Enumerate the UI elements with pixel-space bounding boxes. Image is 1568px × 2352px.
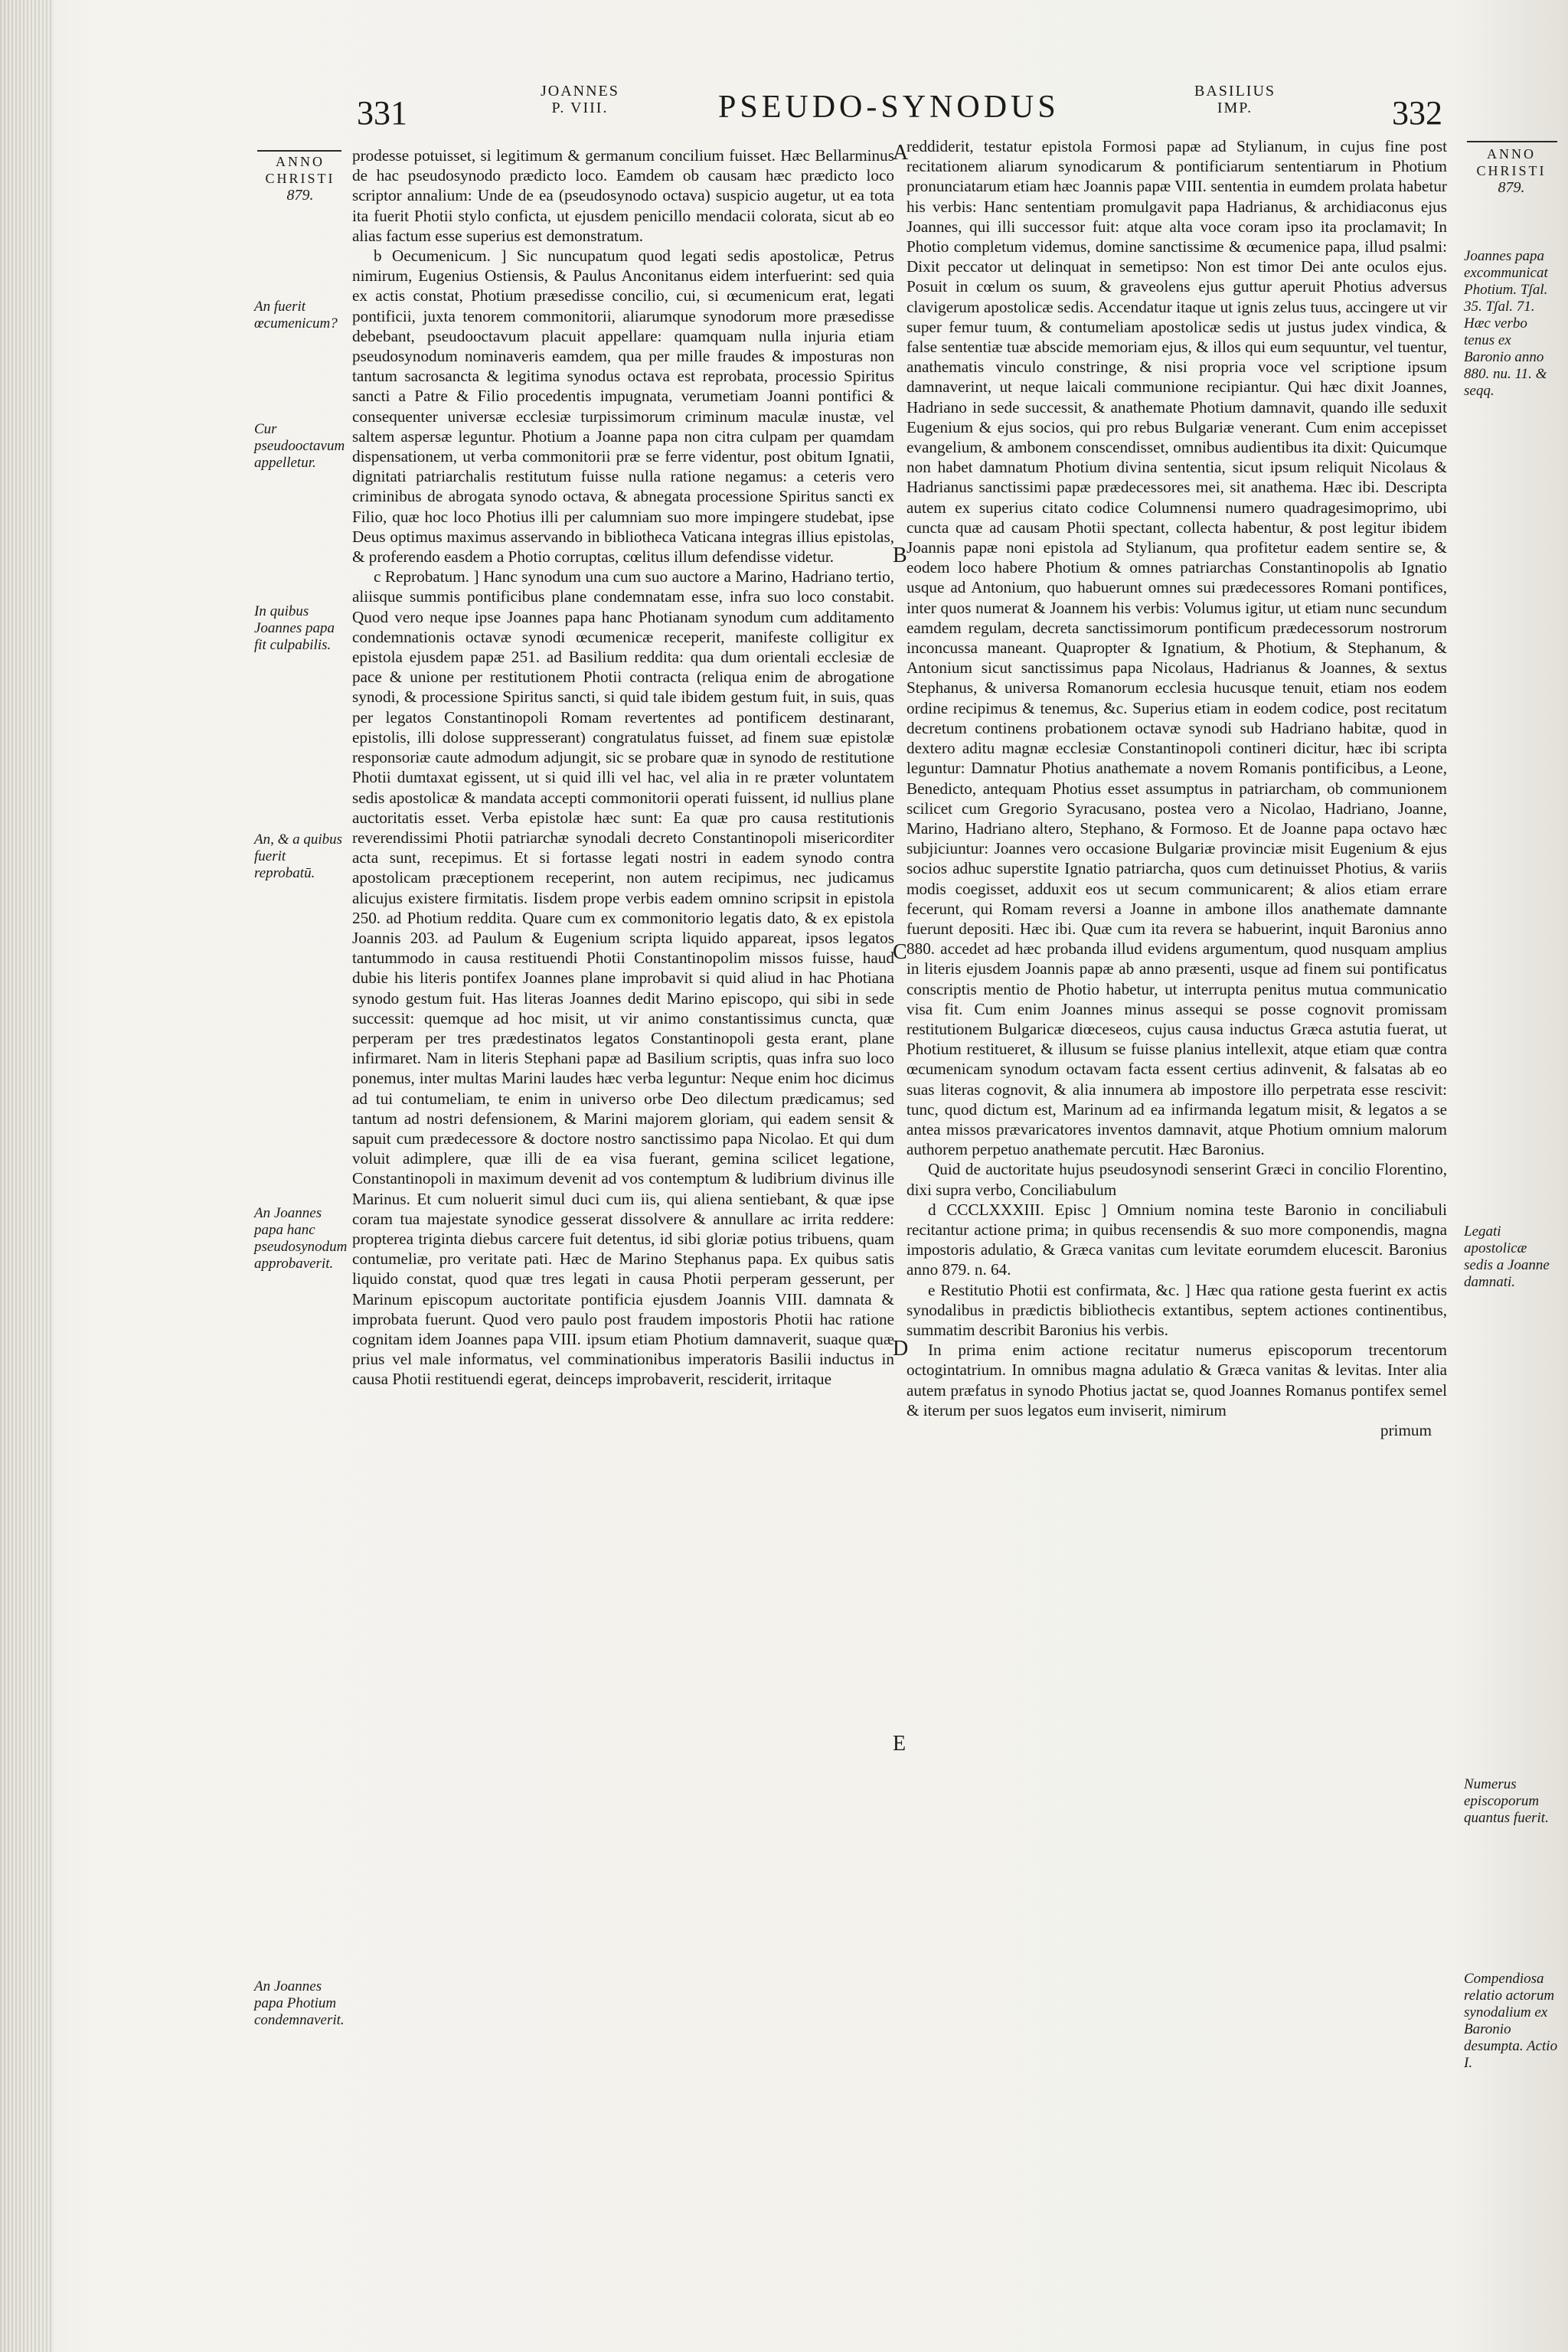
section-letter-e: E	[893, 1732, 906, 1756]
left-header-pope	[541, 83, 619, 116]
paragraph: reddiderit, testatur epistola Formosi papæ ad Stylianum, in cujus fine post recitationem aliarum synodicarum & pontificiarum sententiarum in Photium pronunciatarum etiam hæc Joannis papæ VIII. sententia in eumdem prolata habetur his verbis: Hanc sententiam promulgavit papa Hadrianus, & archidiaconus ejus Joannes, qui illi successor fuit: atque alta voce coram ipso ita proclamavit; In Photio completum videmus, domine sanctissime & œcumenice papa, illud psalmi: Dixit peccator ut delinquat in semetipso: Non est timor Dei ante oculos ejus. Posuit in cœlum os suum, & graveolens ejus guttur aperuit Photius adversus clavigerum apostolicæ sedis. Accendatur itaque ut ignis zelus tuus, accingere ut vir super femur tuum, & contumeliam apostolicæ sedis ut justus judex vindica, & false sententiæ tuæ abscide memoriam ejus, & illos qui eum sequuntur, vel tuentur, anathematis vinculo constringe, & nisi propria voce vel scriptione ipsum damnaverint, ut neque laicali communione recipiantur. Qui hæc dixit Joannes, Hadriano in sede successit, & anathemate Photium damnavit, quando ille seduxit Eugenium & ejus socios, qui pro rebus Bulgariæ venerant. Cum enim accepisset evangelium, & ambonem conscendisset, omnibus audientibus ita dixit: Quicumque non habet damnatum Photium divina sententia, sicut ipsum reliquit Nicolaus & Hadrianus sanctissimi papæ prædecessores mei, sit anathema. Hæc ibi. Descripta autem ex superius citato codice Columnensi numero quadragesimoprimo, ubi cuncta quæ ad causam Photii spectant, collecta habentur, & post legitur ibidem Joannis papæ noni epistola ad Stylianum, qua profitetur eadem sentire se, & eodem loco habere Photium & omnes patriarchas Constantinopolis ab Ignatio usque ad Antonium, quo habuerunt omnes sui prædecessores Romani pontifices, inter quos numerat & Joannem his verbis: Volumus igitur, ut etiam nunc secundum eamdem regulam, decreta sanctissimorum pontificum prædecessorum nostrorum inconcussa maneant. Quapropter & Ignatium, & Photium, & Stephanum, & Antonium sicut sanctissimus papa Nicolaus, Hadrianus & Joannes, & sextus Stephanus, & universa Romanorum ecclesia hucusque tenuit, etiam nos eodem ordine recipimus & tenemus, &c. Superius etiam in eodem codice, post recitatum decretum continens probationem octavæ synodi sub Hadriano habitæ, quod in dextero aditu magnæ ecclesiæ Constantinopoli contineri dicitur, hæc ibi scripta leguntur: Damnatur Photius anathemate a novem Romanis pontificibus, a Leone, Benedicto, antequam Photius esset assumptus in patriarcham, ob communionem scilicet cum Gregorio Syracusano, postea vero a Nicolao, Hadriano, Joanne, Marino, Hadriano altero, Stephano, & Formoso. Et de Joanne papa octavo hæc subjiciuntur: Joannes vero occasione Bulgariæ provinciæ misit Eugenium & ejus socios adhuc superstite Ignatio patriarcha, quos cum detinuisset Photius, & variis modis coegisset, adduxit eos ut secum communicarent; & alios etiam errare fecerunt, qui Romam reversi a Joanne in ambone illos anathemate damnante fuerunt depositi. Hæc ibi. Quæ cum ita revera se habuerint, inquit Baronius anno 880. accedet ad hæc probanda illud evidens argumentum, quod nusquam amplius in literis ejusdem Joannis papæ ab anno præsenti, usque ad finem sui pontificatus conscriptis mentio de Photio habetur, ut interrupta penitus mutua communicatio visa fit. Cum enim Joannes minus assequi se posse cognovit promissam restitutionem Bulgaricæ diœceseos, cujus causa inductus Græca astutia fuerat, ut Photium restitueret, & illusum se fuisse planius intellexit, atque etiam quæ contra œcumenicam synodum octavam facta essent certius adinvenit, & falsatas ab eo suas literas cognovit, & alia innumera ab impostore illo perpetrata esse rescivit: tunc, quod dictum est, Marinum ad ea infirmanda legatum misit, & legatos a se antea missos prævaricatores inventos damnavit, atque Photium omnium malorum authorem perpetuo anathemate percutit. Hæc Baronius.	[906, 137, 1447, 1159]
left-header-line: P. VIII.	[551, 100, 609, 116]
margin-note: Joannes papa excommunicat Photium. Tʃal. 35. Tʃal. 71. Hæc verbo tenus ex Baronio anno 880. nu. 11. & seqq.	[1464, 248, 1548, 399]
running-title: PSEUDO-SYNODUS	[718, 90, 1060, 125]
margin-note: Numerus episcoporum quantus fuerit.	[1464, 1776, 1549, 1826]
margin-note: Legati apostolicæ sedis a Joanne damnati.	[1464, 1223, 1550, 1290]
section-letter-d: D	[893, 1337, 909, 1361]
margin-note: An, & a quibus fuerit reprobatū.	[254, 831, 343, 881]
anno-label: ANNO	[1487, 146, 1536, 162]
section-letter-b: B	[893, 544, 907, 567]
margin-note: Cur pseudooctavum appelletur.	[254, 421, 345, 471]
anno-year: 879.	[1498, 179, 1525, 196]
right-header-line: BASILIUS	[1194, 83, 1276, 100]
paragraph: c Reprobatum. ] Hanc synodum una cum suo auctore a Marino, Hadriano tertio, aliisque summis pontificibus plane condemnatam esse, infra suo loco constabit. Quod vero neque ipse Joannes papa hanc Photianam synodum cum additamento condemnationis octavæ synodi œcumenicæ receperit, manifeste colligitur ex epistola ejusdem papæ 251. ad Basilium reddita: qua dum orientali ecclesiæ de pace & unione per restitutionem Photii contracta (reliqua enim de abrogatione synodi, & processione Spiritus sancti, si quid tale ibidem gestum fuit, in suis, quas per legatos Constantinopoli Romam revertentes ad pontificem destinarant, epistolis, illi dolose suppresserant) congratulatus fuisset, ad finem suæ epistolæ responsoriæ caute admodum adjungit, sic se probare quæ in synodo de restitutione Photii dumtaxat egissent, ut si quid illi vel hac, vel alia in re præter voluntatem sedis apostolicæ & mandata accepti commonitorii operati fuissent, id nullius plane auctoritatis esset. Verba epistolæ hæc sunt: Ea quæ pro causa restitutionis reverendissimi Photii patriarchæ synodali decreto Constantinopoli misericorditer acta sunt, recepimus. Et si fortasse legati nostri in eadem synodo contra apostolicam præceptionem receperint, non autem recipimus, nec judicamus alicujus existere firmitatis. Iisdem prope verbis eadem omnino scripsit in epistola 250. ad Photium reddita. Quare cum ex commonitorio legatis dato, & ex epistola Joannis 203. ad Paulum & Eugenium scripta liquido appareat, ipsos legatos tantummodo in causa restituendi Photii Constantinopolim missos fuisse, haud dubie his literis pontifex Joannes plane improbavit si quid aliud in hac Photiana synodo gestum fuit. Has literas Joannes dedit Marino episcopo, qui sibi in sede successit: quemque ad hoc misit, ut vir animo constantissimus cuncta, quæ perperam per tres prædestinatos legatos Constantinopoli gesta erant, plane infirmaret. Nam in literis Stephani papæ ad Basilium scriptis, quas infra suo loco ponemus, inter multas Marini laudes hæc verba leguntur: Neque enim hoc dicimus ad tui contumeliam, te enim in universo orbe Deo dilectum prædicamus; sed tantum ad nostri defensionem, & Marini majorem gloriam, qui eadem sensit & sapuit cum prædecessore & doctore nostro sanctissimo papa Nicolao. Et qui dum voluit adimplere, quæ illi de ea visa fuerant, gemina scilicet legatione, Constantinopoli in maximum devenit ad vos contemptum & ludibrium divinus ille Marinus. Et cum noluerit simul duci cum iis, qui aliena sentiebant, & quæ ipse coram tua majestate synodice gesserat dissolvere & annullare ac irrita reddere: propterea triginta diebus carcere fuit detentus, id sibi gloriæ potius tribuens, quam contumeliæ, pro veritate pati. Hæc de Marino Stephanus papa. Ex quibus satis liquido constat, quod quæ tres legati in causa Photii perperam gesserunt, per Marinum episcopum auctoritate pontificia ejusdem Joannis VIII. damnata & improbata fuerunt. Quod vero paulo post fraudem impostoris Photii hac ratione cognitam idem Joannes papa VIII. ipsum etiam Photium damnaverit, suaque quæ prius vel male informatus, vel comminationibus imperatoris Basilii inductus in causa Photii restituendi egerat, deinceps improbaverit, resciderit, irritaque	[352, 567, 894, 1389]
page-stack-edge	[0, 0, 54, 2352]
right-header-emperor	[1194, 83, 1276, 116]
anno-label: ANNO	[276, 154, 325, 169]
section-letter-a: A	[893, 141, 909, 165]
anno-year: 879.	[286, 187, 314, 204]
left-header-line: JOANNES	[541, 83, 619, 100]
section-letter-c: C	[893, 940, 907, 964]
paragraph: Quid de auctoritate hujus pseudosynodi senserint Græci in concilio Florentino, dixi supra verbo, Conciliabulum	[906, 1160, 1447, 1199]
right-page-number: 332	[1392, 94, 1442, 132]
anno-rule-right	[1467, 141, 1557, 142]
paragraph: d CCCLXXXIII. Episc ] Omnium nomina teste Baronio in conciliabuli recitantur actione prima; in quibus recensendis & suo more componendis, magna impostoris adulatio, & Græca vanitas cum levitate eorumdem elucescit. Baronius anno 879. n. 64.	[906, 1200, 1447, 1279]
anno-christi-right	[1464, 145, 1559, 196]
paragraph: e Restitutio Photii est confirmata, &c. ] Hæc qua ratione gesta fuerint ex actis synodalibus in prædictis bibliothecis extantibus, septem actiones continentibus, summatim describit Baronius his verbis.	[906, 1280, 1447, 1339]
paragraph: In prima enim actione recitatur numerus episcoporum trecentorum octogintatrium. In omnibus magna adulatio & Græca vanitas & levitas. Inter alia autem præfatus in synodo Photius jactat se, quod Joannes Romanus pontifex semel & iterum per suos legatos eum inviserit, nimirum	[906, 1341, 1447, 1419]
right-header-line: IMP.	[1217, 100, 1253, 116]
margin-note: An Joannes papa hanc pseudosynodum approbaverit.	[254, 1205, 348, 1272]
left-text-column	[352, 145, 894, 1390]
left-page-number: 331	[357, 94, 407, 132]
margin-note: An Joannes papa Photium condemnaverit.	[254, 1978, 345, 2028]
anno-christi-left	[254, 153, 346, 204]
margin-note: In quibus Joannes papa fit culpabilis.	[254, 603, 335, 653]
catchword: primum	[1380, 1421, 1432, 1439]
running-header	[0, 83, 1568, 136]
right-margin-notes	[1464, 145, 1563, 2289]
margin-note: An fuerit œcumenicum?	[254, 299, 338, 332]
margin-note: Compendiosa relatio actorum synodalium ex Baronio desumpta. Actio I.	[1464, 1971, 1558, 2071]
paragraph: b Oecumenicum. ] Sic nuncupatum quod legati sedis apostolicæ, Petrus nimirum, Eugenius Ostiensis, & Paulus Anconitanus eidem interfuerint: sed quia ex actis constat, Photium præsedisse concilio, cui, si œcumenicum erat, legati pontificii, juxta tenorem commonitorii, aliarumque synodorum more præsedisse debebant, pseudooctavum placuit appellare: quamquam nulla injuria etiam pseudosynodum nominaveris eamdem, qua per mille fraudes & imposturas non tantum sacrosancta & legitima synodus octava est reprobata, processio Spiritus sancti a Patre & Filio procedentis impugnata, verumetiam Joanni pontifici & consequenter universæ ecclesiæ turpissimorum criminum maculæ inustæ, vel saltem aspersæ leguntur. Photium a Joanne papa non citra culpam per quamdam dispensationem, ut verba commonitorii præ se ferre videntur, post obitum Ignatii, dignitati patriarchalis restitutum fuisse nulla ratione negamus: a ceteris vero criminibus de abrogata synodo octava, & abnegata processione Spiritus sancti ex Filio, quæ hoc loco Photius illi per calumniam suo more impingere studebat, ipse Deus optimus maximus asservando in bibliotheca Vaticana integras illius epistolas, & proferendo easdem a Photio corruptas, cœlitus illum defendisse videtur.	[352, 247, 894, 567]
right-text-column	[906, 136, 1447, 1440]
paragraph: prodesse potuisset, si legitimum & germanum concilium fuisset. Hæc Bellarminus de hac pseudosynodo prædicto loco. Eamdem ob causam hæc prædicto loco scriptor annalium: Unde de ea (pseudosynodo octava) suspicio augetur, ut ea tota ita fuerit Photii stylo conficta, ut ejusdem penicillo mendacii colorata, sicut ab eo alias factum esse superius est demonstratum.	[352, 146, 894, 245]
christi-label: CHRISTI	[265, 171, 335, 186]
christi-label: CHRISTI	[1476, 163, 1547, 178]
left-margin-notes	[254, 144, 349, 2288]
